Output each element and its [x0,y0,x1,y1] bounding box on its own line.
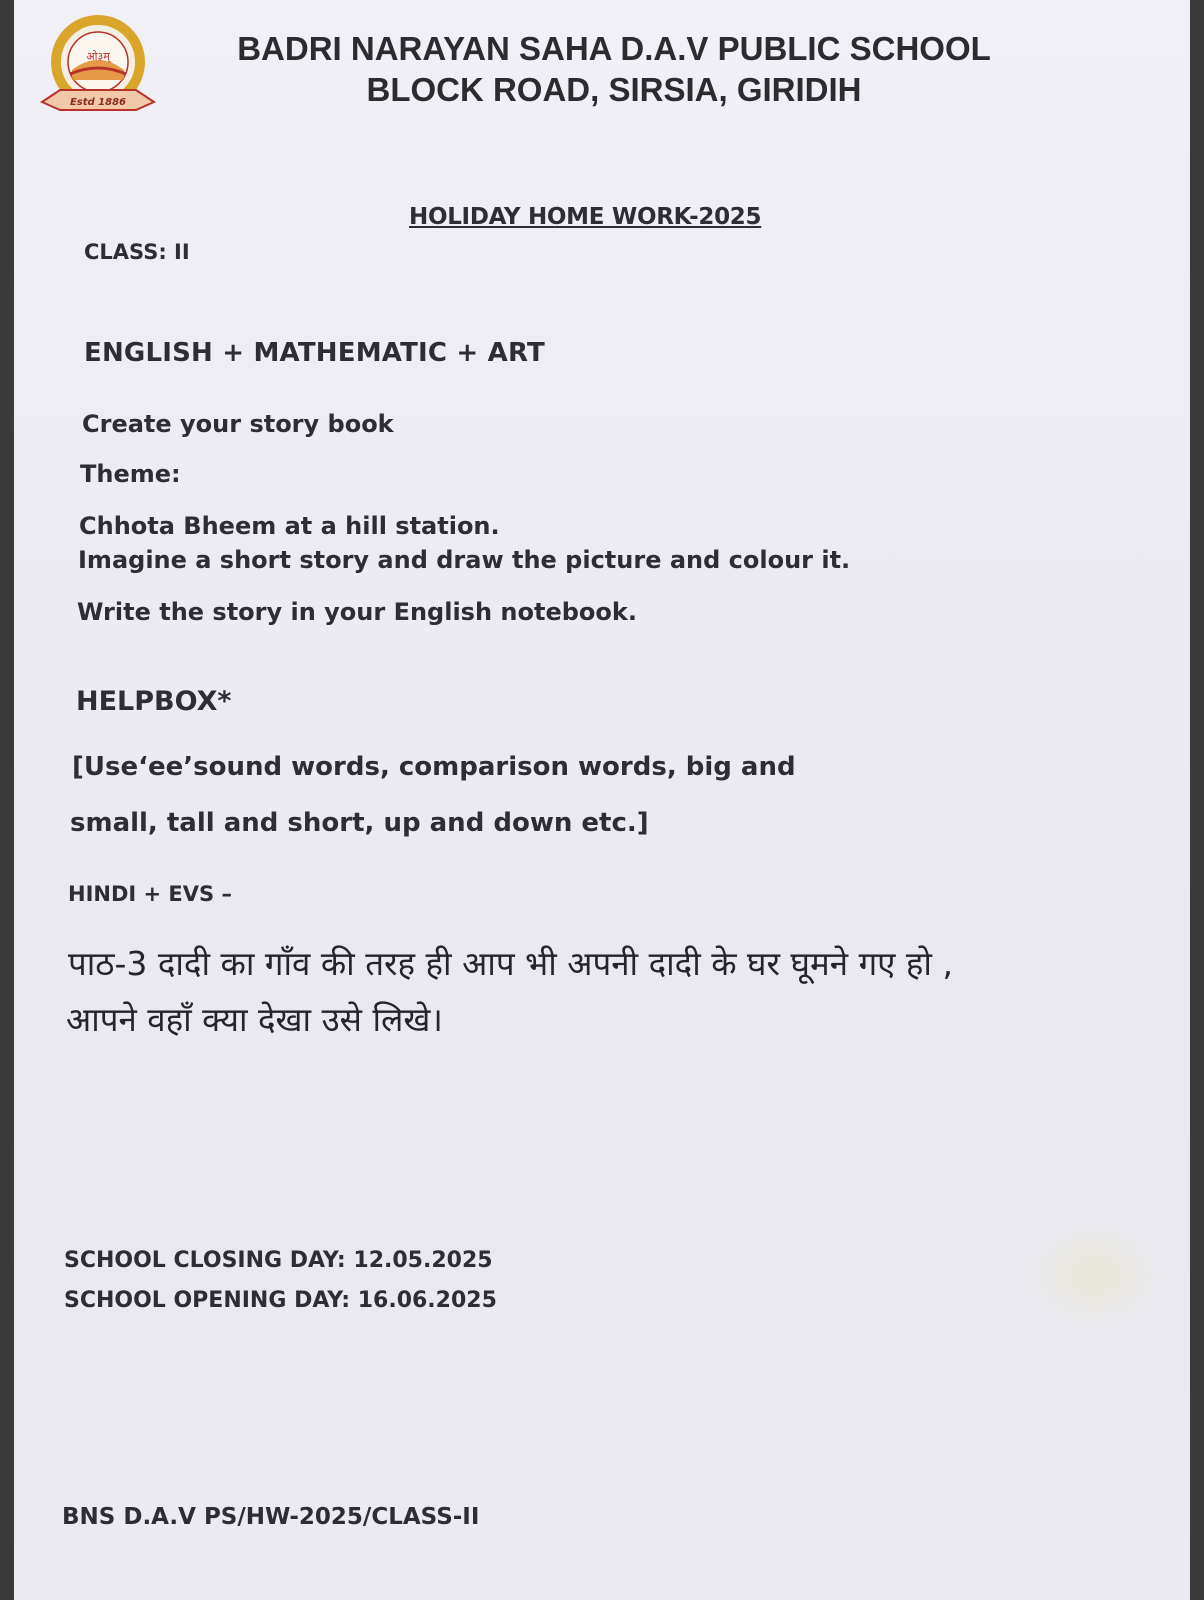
homework-sheet [14,0,1190,1600]
svg-text:Estd 1886: Estd 1886 [69,97,127,108]
theme-label: Theme: [80,460,181,488]
school-opening-day: SCHOOL OPENING DAY: 16.06.2025 [64,1288,497,1313]
school-name-header [174,28,1054,110]
helpbox-title: HELPBOX* [76,686,232,717]
theme-text: Chhota Bheem at a hill station. [79,512,500,540]
task-instruction: Write the story in your English notebook. [77,598,637,626]
helpbox-text: small, tall and short, up and down etc.] [70,808,649,838]
subjects-heading-english-math-art: ENGLISH + MATHEMATIC + ART [84,338,545,368]
school-logo [36,10,166,122]
hindi-task-line: आपने वहाँ क्या देखा उसे लिखे। [66,1000,443,1039]
subjects-heading-hindi-evs: HINDI + EVS – [68,882,232,906]
hindi-task-line: पाठ-3 दादी का गाँव की तरह ही आप भी अपनी दादी के घर घूमने गए हो , [68,944,953,983]
school-closing-day: SCHOOL CLOSING DAY: 12.05.2025 [64,1248,493,1273]
school-address: BLOCK ROAD, SIRSIA, GIRIDIH [366,71,862,108]
svg-text:ओ३म्: ओ३म् [86,50,110,63]
task-instruction: Imagine a short story and draw the picture and colour it. [78,546,851,574]
school-name: BADRI NARAYAN SAHA D.A.V PUBLIC SCHOOL [237,30,991,67]
homework-title: HOLIDAY HOME WORK-2025 [409,204,762,230]
task-line: Create your story book [82,410,394,438]
document-reference-code: BNS D.A.V PS/HW-2025/CLASS-II [62,1504,480,1530]
class-label: CLASS: II [84,240,190,264]
helpbox-text: [Use‘ee’sound words, comparison words, big and [72,752,796,782]
